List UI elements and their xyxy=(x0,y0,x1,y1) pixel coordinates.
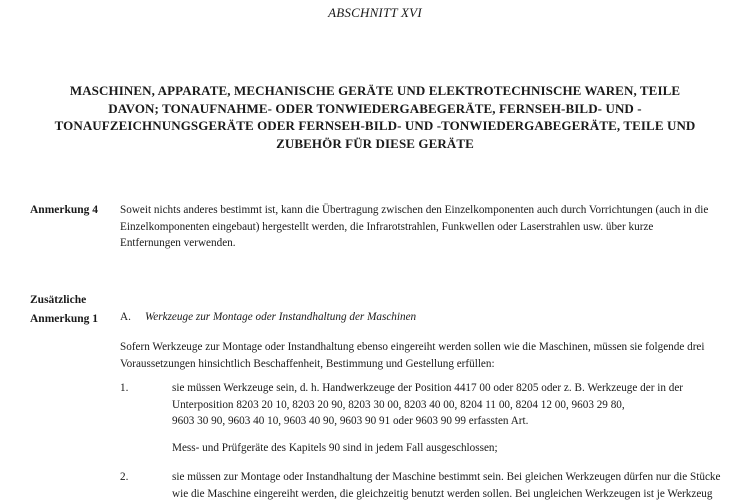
extra-note-label xyxy=(30,291,98,329)
note4-text xyxy=(120,202,740,252)
note4-label: Anmerkung 4 xyxy=(30,204,99,216)
section-title-line: DAVON; TONAUFNAHME- ODER TONWIEDERGABEGERÄTE, FERNSEH-BILD- UND - xyxy=(108,100,642,116)
section-title-line: MASCHINEN, APPARATE, MECHANISCHE GERÄTE UND ELEKTROTECHNISCHE WAREN, TEILE xyxy=(69,83,681,98)
list-item-extra: Mess- und Prüfgeräte des Kapitels 90 sind in jedem Fall ausgeschlossen; xyxy=(172,442,498,454)
extra-note-label-line1: Zusätzliche xyxy=(30,294,87,306)
list-item-text xyxy=(172,469,740,500)
note4-text-line: Entfernungen verwenden. xyxy=(120,237,236,249)
list-item-line: sie müssen Werkzeuge sein, d. h. Handwerkzeuge der Position 4417 00 oder 8205 oder z. B. Werkzeuge der in der xyxy=(172,382,684,394)
note4-text-line: Einzelkomponenten eingebaut) hergestellt werden, die Infrarotstrahlen, Funkwellen oder Laserstrahlen usw. über kurze xyxy=(120,220,654,233)
list-item-line: wie die Maschine eingereiht werden, die gleichzeitig benutzt werden sollen. Bei ungleichen Werkzeugen ist je Werkzeug xyxy=(172,487,713,500)
list-item-number: 1. xyxy=(120,382,129,394)
intro-line: Sofern Werkzeuge zur Montage oder Instandhaltung ebenso eingereiht werden sollen wie die Maschinen, müssen sie folgende drei xyxy=(120,341,705,353)
section-title xyxy=(10,82,740,152)
extra-note-label-line2: Anmerkung 1 xyxy=(30,313,99,325)
list-item-number: 2. xyxy=(120,471,129,483)
list-item-line: 9603 30 90, 9603 40 10, 9603 40 90, 9603 90 91 oder 9603 90 99 erfassten Art. xyxy=(172,415,529,427)
item-letter: A. xyxy=(120,311,131,323)
section-title-line: TONAUFZEICHNUNGSGERÄTE ODER FERNSEH-BILD- UND -TONWIEDERGABEGERÄTE, TEILE UND xyxy=(54,118,696,133)
section-heading: ABSCHNITT XVI xyxy=(328,5,422,20)
list-item-line: sie müssen zur Montage oder Instandhaltung der Maschine bestimmt sein. Bei gleichen Werkzeugen dürfen nur die Stücke xyxy=(172,471,721,483)
intro-line: Voraussetzungen hinsichtlich Beschaffenheit, Bestimmung und Gestellung erfüllen: xyxy=(120,357,495,370)
note4-text-line: Soweit nichts anderes bestimmt ist, kann die Übertragung zwischen den Einzelkomponenten auch durch Vorrichtungen (auch in die xyxy=(120,204,709,216)
list-item-text xyxy=(172,380,740,430)
intro-paragraph xyxy=(120,339,740,372)
list-item-line: Unterposition 8203 20 10, 8203 20 90, 8203 30 00, 8203 40 00, 8204 11 00, 8204 12 00, 9603 29 80, xyxy=(172,398,625,411)
item-heading: Werkzeuge zur Montage oder Instandhaltung der Maschinen xyxy=(145,311,417,323)
section-title-line: ZUBEHÖR FÜR DIESE GERÄTE xyxy=(276,135,474,151)
